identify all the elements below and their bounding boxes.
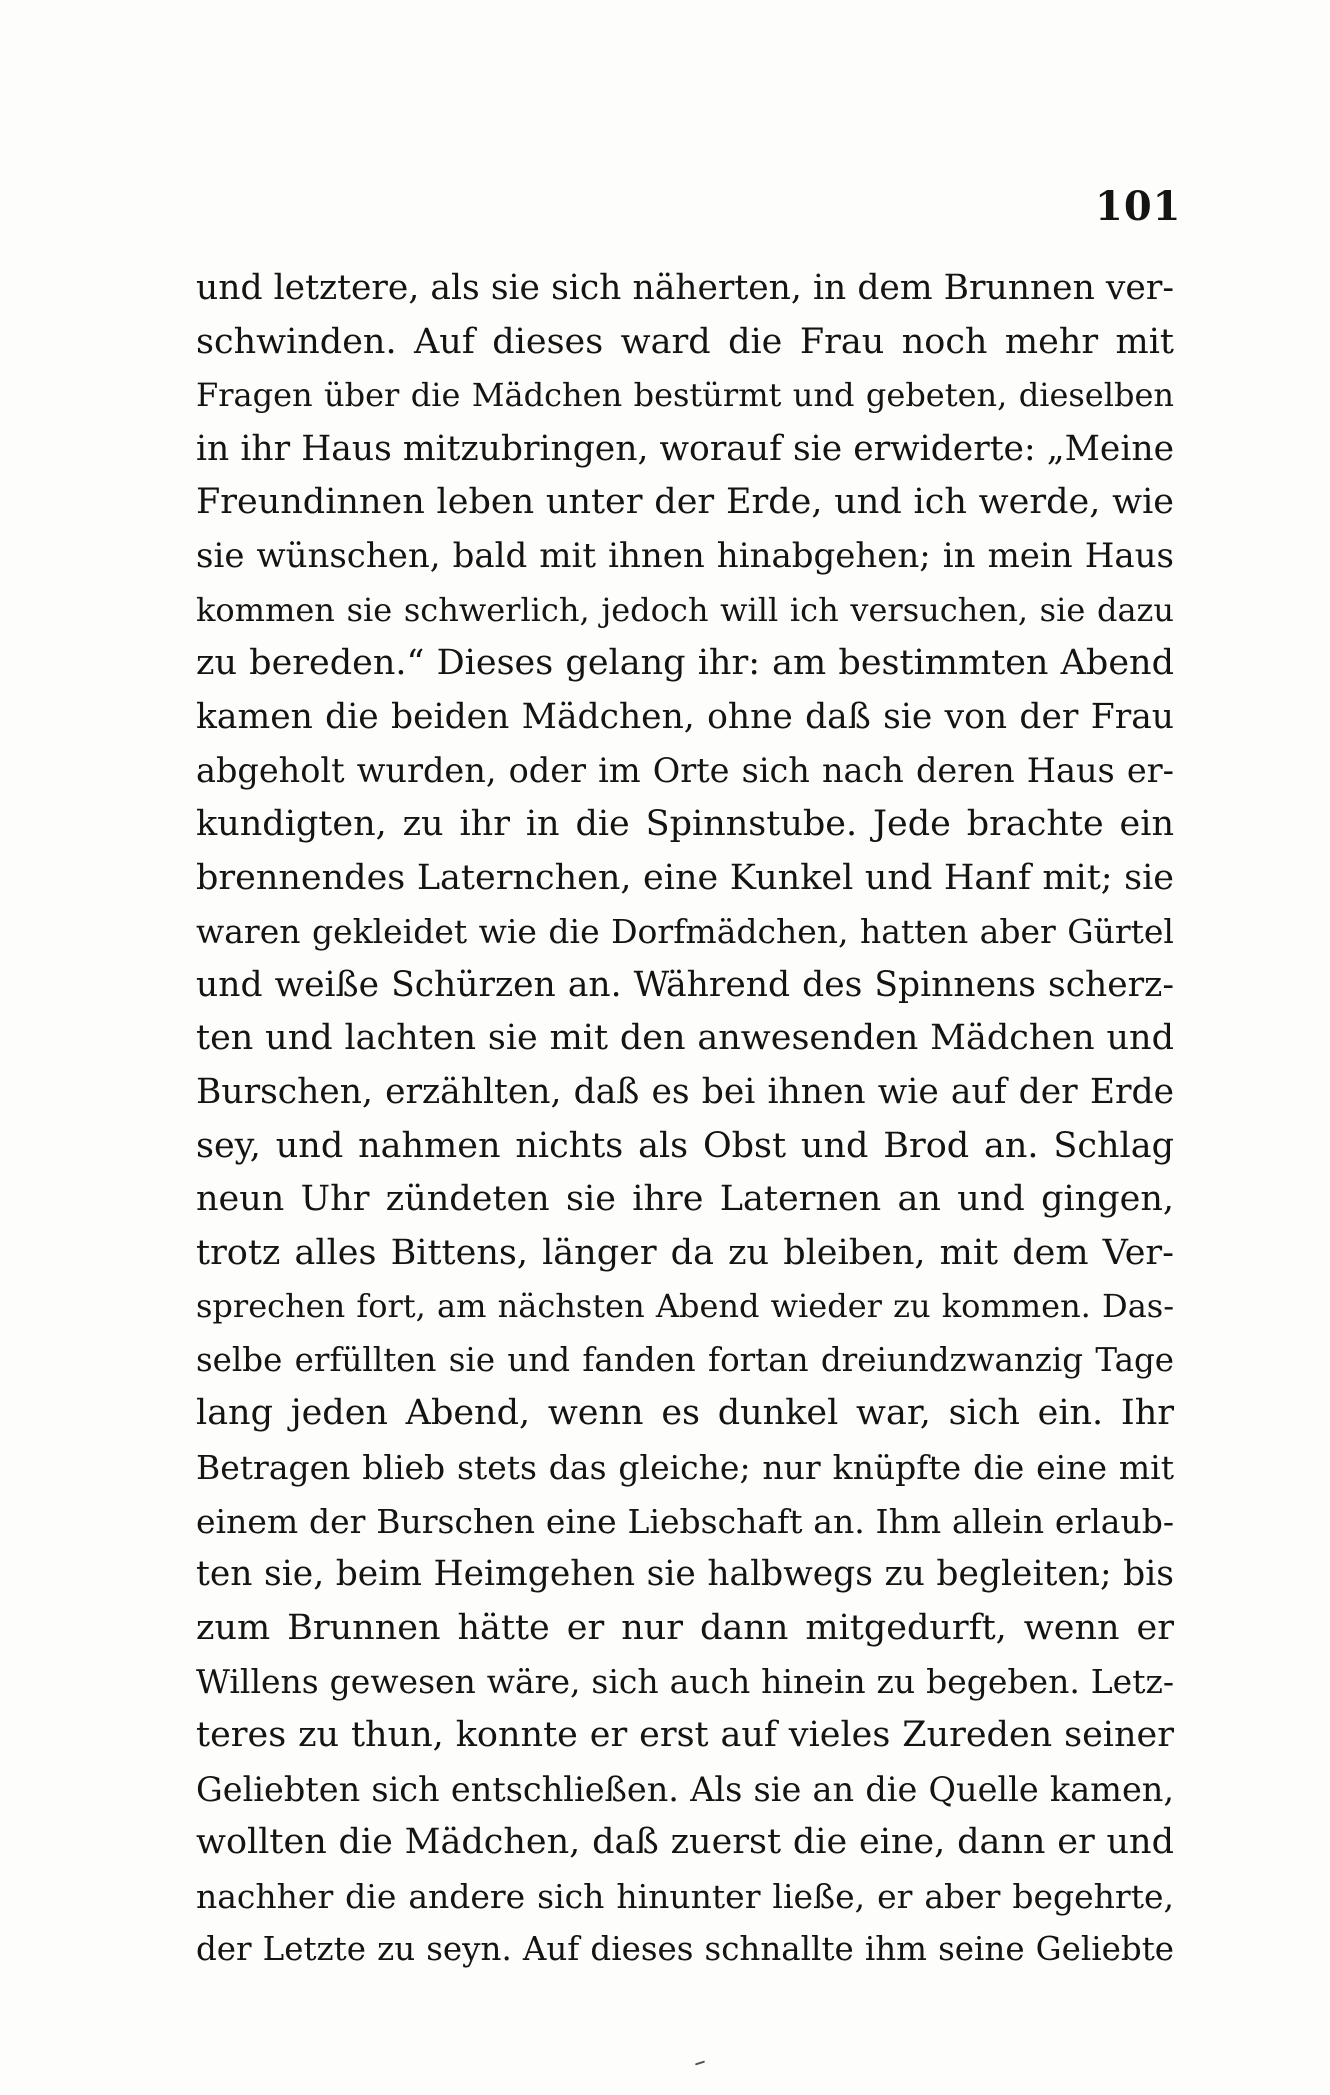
text-line: ten und lachten sie mit den anwesenden Mädchen und [196, 1018, 1174, 1059]
text-line: einem der Burschen eine Liebschaft an. Ihm allein erlaub- [196, 1501, 1174, 1541]
text-line: teres zu thun, konnte er erst auf vieles Zureden seiner [196, 1715, 1174, 1756]
text-line: und weiße Schürzen an. Während des Spinnens scherz- [196, 964, 1174, 1005]
text-line: zum Brunnen hätte er nur dann mitgedurft, wenn er [196, 1607, 1174, 1648]
text-line: kommen sie schwerlich, jedoch will ich versuchen, sie dazu [196, 590, 1174, 629]
text-line: Betragen blieb stets das gleiche; nur knüpfte die eine mit [196, 1448, 1174, 1488]
text-line: trotz alles Bittens, länger da zu bleiben, mit dem Ver- [196, 1232, 1174, 1273]
text-line: zu bereden.“ Dieses gelang ihr: am bestimmten Abend [196, 643, 1174, 684]
text-line: selbe erfüllten sie und fanden fortan dreiundzwanzig Tage [196, 1340, 1174, 1379]
text-line: waren gekleidet wie die Dorfmädchen, hatten aber Gürtel [196, 912, 1174, 952]
text-line: wollten die Mädchen, daß zuerst die eine, dann er und [196, 1822, 1174, 1863]
text-line: abgeholt wurden, oder im Orte sich nach deren Haus er- [196, 751, 1174, 791]
print-speck [695, 2061, 705, 2066]
text-line: sey, und nahmen nichts als Obst und Brod an. Schlag [196, 1125, 1174, 1166]
text-line: und letztere, als sie sich näherten, in dem Brunnen ver- [196, 268, 1174, 308]
text-line: kamen die beiden Mädchen, ohne daß sie von der Frau [196, 696, 1174, 737]
text-line: nachher die andere sich hinunter ließe, er aber begehrte, [196, 1876, 1174, 1916]
text-line: brennendes Laternchen, eine Kunkel und Hanf mit; sie [196, 857, 1174, 898]
page-number: 101 [1095, 183, 1182, 230]
text-line: in ihr Haus mitzubringen, worauf sie erwiderte: „Meine [196, 428, 1174, 469]
text-line: Fragen über die Mädchen bestürmt und gebeten, dieselben [196, 376, 1174, 415]
body-text [196, 262, 1174, 1977]
text-line: sprechen fort, am nächsten Abend wieder zu kommen. Das- [196, 1287, 1174, 1326]
text-line: schwinden. Auf dieses ward die Frau noch mehr mit [196, 321, 1174, 362]
text-line: der Letzte zu seyn. Auf dieses schnallte ihm seine Geliebte [196, 1930, 1174, 1969]
text-line: lang jeden Abend, wenn es dunkel war, sich ein. Ihr [196, 1393, 1174, 1434]
text-line: Geliebten sich entschließen. Als sie an die Quelle kamen, [196, 1769, 1174, 1809]
text-line: Burschen, erzählten, daß es bei ihnen wie auf der Erde [196, 1071, 1174, 1112]
text-line: sie wünschen, bald mit ihnen hinabgehen; in mein Haus [196, 535, 1174, 576]
text-line: neun Uhr zündeten sie ihre Laternen an und gingen, [196, 1179, 1174, 1220]
text-line: ten sie, beim Heimgehen sie halbwegs zu begleiten; bis [196, 1554, 1174, 1595]
text-line: Willens gewesen wäre, sich auch hinein zu begeben. Letz- [196, 1662, 1174, 1702]
text-line: kundigten, zu ihr in die Spinnstube. Jede brachte ein [196, 803, 1174, 844]
text-line: Freundinnen leben unter der Erde, und ich werde, wie [196, 482, 1174, 523]
